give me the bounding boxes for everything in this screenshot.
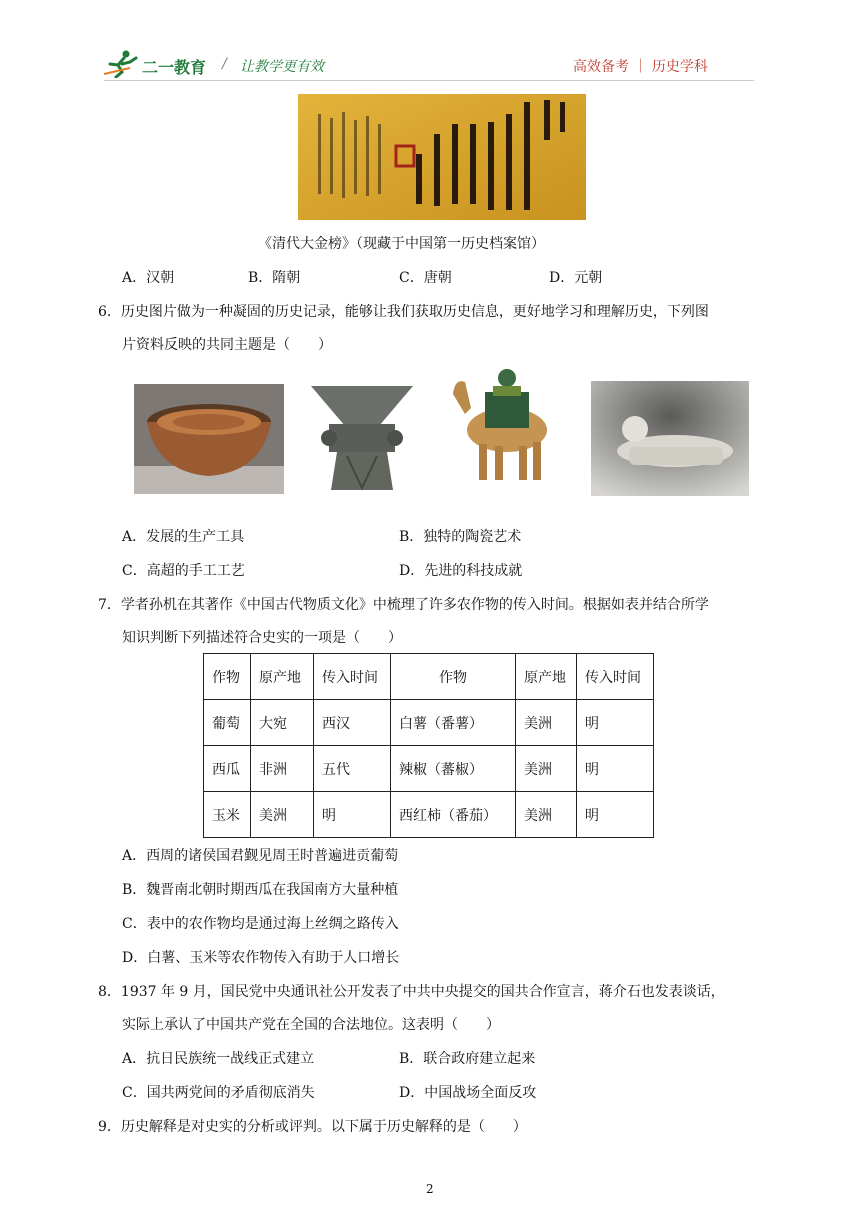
table-cell: 西汉 — [314, 700, 391, 746]
q8-stem-line2: 实际上承认了中国共产党在全国的合法地位。这表明（ ） — [122, 1017, 500, 1033]
q7-stem-line2: 知识判断下列描述符合史实的一项是（ ） — [122, 630, 402, 646]
table-header-cell: 传入时间 — [577, 654, 654, 700]
table-cell: 美洲 — [516, 746, 577, 792]
header-subject: 高效备考 ｜ 历史学科 — [573, 59, 708, 75]
header-slogan: 让教学更有效 — [240, 59, 324, 75]
header — [0, 0, 860, 82]
camel-figurine-icon — [445, 364, 561, 486]
q6-option-c[interactable]: C．高超的手工工艺 — [122, 563, 245, 579]
table-row — [204, 746, 654, 792]
q7-option-b[interactable]: B．魏晋南北朝时期西瓜在我国南方大量种植 — [122, 882, 399, 898]
table-cell: 美洲 — [251, 792, 314, 838]
q8-option-b[interactable]: B．联合政府建立起来 — [399, 1051, 536, 1067]
table-cell: 明 — [577, 746, 654, 792]
porcelain-pillow-image — [591, 381, 749, 496]
table-row — [204, 700, 654, 746]
q8-stem-line1: 8．1937 年 9 月，国民党中央通讯社公开发表了中共中央提交的国共合作宣言，蒋介石也发表谈话， — [98, 984, 725, 1000]
table-header-cell: 原产地 — [251, 654, 314, 700]
q7-option-d[interactable]: D．白薯、玉米等农作物传入有助于人口增长 — [122, 950, 400, 966]
calligraphy-scroll-icon — [298, 94, 586, 220]
figure-caption: 《清代大金榜》（现藏于中国第一历史档案馆） — [258, 236, 545, 252]
tang-sancai-camel-image — [445, 364, 561, 486]
table-cell: 白薯（番薯） — [391, 700, 516, 746]
q7-option-c[interactable]: C．表中的农作物均是通过海上丝绸之路传入 — [122, 916, 399, 932]
child-pillow-icon — [591, 381, 749, 496]
table-cell: 大宛 — [251, 700, 314, 746]
table-header-cell: 作物 — [204, 654, 251, 700]
q7-stem-line1: 7．学者孙机在其著作《中国古代物质文化》中梳理了许多农作物的传入时间。根据如表并结合所学 — [98, 597, 709, 613]
table-header-cell: 作物 — [391, 654, 516, 700]
q9-stem-line1: 9．历史解释是对史实的分析或评判。以下属于历史解释的是（ ） — [98, 1119, 527, 1135]
table-header-row — [204, 654, 654, 700]
q7-option-a[interactable]: A．西周的诸侯国君觐见周王时普遍进贡葡萄 — [122, 848, 399, 864]
table-cell: 非洲 — [251, 746, 314, 792]
table-cell: 辣椒（蕃椒） — [391, 746, 516, 792]
table-header-cell: 传入时间 — [314, 654, 391, 700]
table-cell: 西瓜 — [204, 746, 251, 792]
bronze-vessel-icon — [307, 380, 417, 494]
crop-introduction-table — [203, 653, 654, 838]
logo-text: 二一教育 — [142, 58, 207, 77]
page-number: 2 — [426, 1182, 434, 1196]
q6-stem-line2: 片资料反映的共同主题是（ ） — [122, 337, 332, 353]
q5-option-a[interactable]: A．汉朝 — [122, 270, 175, 286]
table-cell: 葡萄 — [204, 700, 251, 746]
table-cell: 美洲 — [516, 700, 577, 746]
q5-option-c[interactable]: C．唐朝 — [399, 270, 452, 286]
q8-option-a[interactable]: A．抗日民族统一战线正式建立 — [122, 1051, 315, 1067]
q6-option-a[interactable]: A．发展的生产工具 — [122, 529, 245, 545]
q8-option-d[interactable]: D．中国战场全面反攻 — [399, 1085, 537, 1101]
slogan-separator: / — [222, 56, 227, 72]
q5-option-d[interactable]: D．元朝 — [549, 270, 603, 286]
q6-stem-line1: 6．历史图片做为一种凝固的历史记录，能够让我们获取历史信息，更好地学习和理解历史，下列图 — [98, 304, 709, 320]
table-cell: 明 — [577, 792, 654, 838]
q5-option-b[interactable]: B．隋朝 — [248, 270, 301, 286]
table-row — [204, 792, 654, 838]
table-cell: 五代 — [314, 746, 391, 792]
table-cell: 明 — [314, 792, 391, 838]
table-cell: 明 — [577, 700, 654, 746]
bowl-icon — [134, 384, 284, 494]
q6-option-d[interactable]: D．先进的科技成就 — [399, 563, 523, 579]
pottery-bowl-image — [134, 384, 284, 494]
table-cell: 美洲 — [516, 792, 577, 838]
q6-option-b[interactable]: B．独特的陶瓷艺术 — [399, 529, 522, 545]
q8-option-c[interactable]: C．国共两党间的矛盾彻底消失 — [122, 1085, 315, 1101]
table-header-cell: 原产地 — [516, 654, 577, 700]
table-cell: 玉米 — [204, 792, 251, 838]
bronze-zun-image — [307, 380, 417, 494]
header-divider — [104, 80, 754, 81]
runner-logo-icon — [104, 50, 140, 78]
table-cell: 西红柿（番茄） — [391, 792, 516, 838]
qing-golden-list-image — [298, 94, 586, 220]
